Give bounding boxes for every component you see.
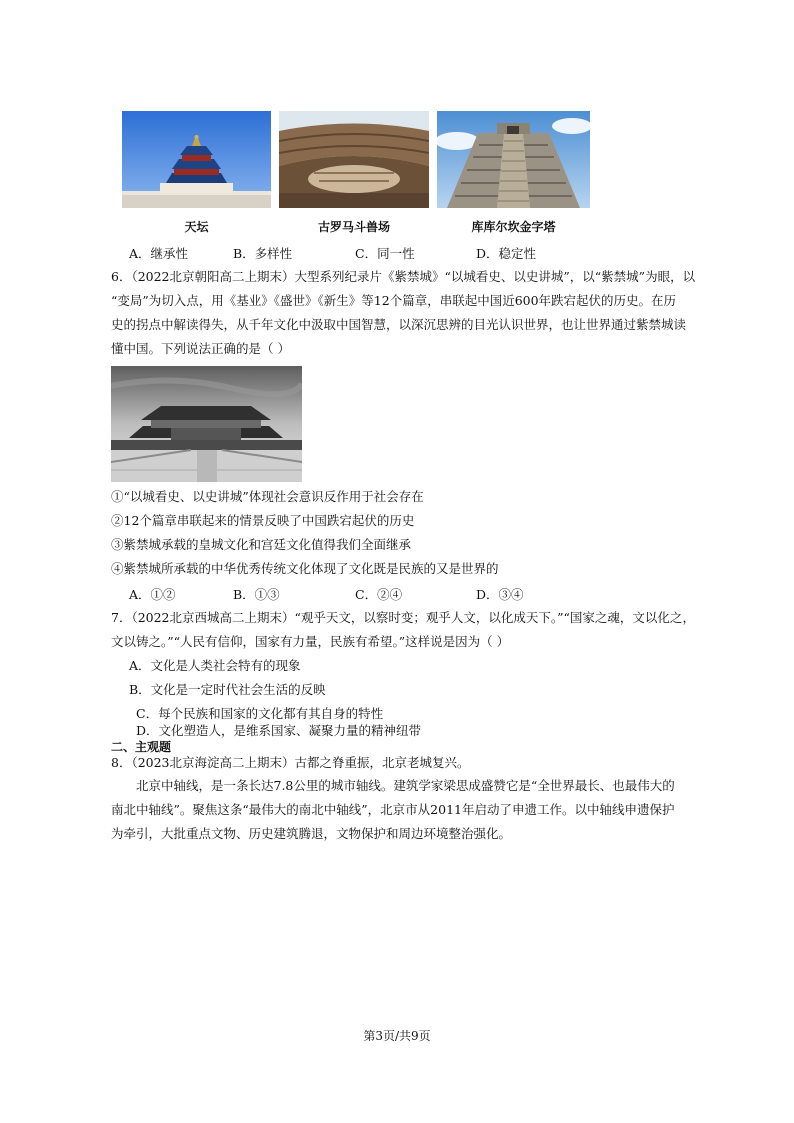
q7-option-b: B．文化是一定时代社会生活的反映 — [129, 682, 326, 697]
caption-colosseum: 古罗马斗兽场 — [317, 220, 390, 234]
q6-statement-2: ②12个篇章串联起来的情景反映了中国跌宕起伏的历史 — [111, 513, 415, 528]
q7-option-d: D．文化塑造人，是维系国家、凝聚力量的精神纽带 — [136, 723, 422, 738]
q6-option-a: A．①② — [129, 587, 176, 602]
q6-statement-3: ③紫禁城承载的皇城文化和宫廷文化值得我们全面继承 — [111, 537, 412, 552]
q5-option-b: B．多样性 — [233, 246, 293, 261]
q7-option-c: C．每个民族和国家的文化都有其自身的特性 — [136, 706, 384, 721]
q6-line-3: 史的拐点中解读得失，从千年文化中汲取中国智慧，以深沉思辨的目光认识世界，也让世界通过紫禁城读 — [111, 317, 687, 332]
q6-statement-1: ①“以城看史、以史讲城”体现社会意识反作用于社会存在 — [111, 489, 424, 504]
forbidden-city-photo — [111, 366, 302, 482]
kukulcan-pyramid-photo — [437, 111, 590, 208]
q8-paragraph-line-1: 北京中轴线，是一条长达7.8公里的城市轴线。建筑学家梁思成盛赞它是“全世界最长、也最伟大的 — [136, 778, 675, 793]
q6-option-c: C．②④ — [355, 587, 403, 602]
q5-option-a: A．继承性 — [129, 246, 189, 261]
temple-of-heaven-photo — [122, 111, 271, 208]
q6-statement-4: ④紫禁城所承载的中华优秀传统文化体现了文化既是民族的又是世界的 — [111, 561, 499, 576]
colosseum-photo — [279, 111, 429, 208]
q7-option-a: A．文化是人类社会特有的现象 — [129, 658, 301, 673]
page-number: 第3页/共9页 — [363, 1029, 431, 1043]
q5-option-c: C．同一性 — [355, 246, 415, 261]
q6-line-2: “变局”为切入点，用《基业》《盛世》《新生》等12个篇章，串联起中国近600年跌宕起伏的历史。在历 — [111, 293, 677, 308]
q7-line-1: 7．（2022北京西城高二上期末）“观乎天文，以察时变；观乎人文，以化成天下。”“国家之魂，文以化之， — [111, 610, 695, 625]
q8-intro: 8．（2023北京海淀高二上期末）古都之脊重振，北京老城复兴。 — [111, 755, 470, 770]
caption-kukulcan: 库库尔坎金字塔 — [471, 220, 556, 234]
section-title-subjective: 二、主观题 — [111, 740, 172, 754]
q8-paragraph-line-3: 为牵引，大批重点文物、历史建筑腾退，文物保护和周边环境整治强化。 — [111, 826, 512, 841]
q7-line-2: 文以铸之。”“人民有信仰，国家有力量，民族有希望。”这样说是因为（ ） — [111, 634, 510, 649]
q6-option-b: B．①③ — [233, 587, 280, 602]
q6-line-4: 懂中国。下列说法正确的是（ ） — [111, 341, 290, 356]
q5-option-d: D．稳定性 — [476, 246, 537, 261]
q6-option-d: D．③④ — [476, 587, 524, 602]
q6-line-1: 6．（2022北京朝阳高二上期末）大型系列纪录片《紫禁城》“以城看史、以史讲城”，以“紫禁城”为眼，以 — [111, 269, 696, 284]
caption-temple-of-heaven: 天坛 — [184, 220, 209, 234]
q8-paragraph-line-2: 南北中轴线”。聚焦这条“最伟大的南北中轴线”，北京市从2011年启动了申遗工作。以中轴线申遗保护 — [111, 802, 675, 817]
